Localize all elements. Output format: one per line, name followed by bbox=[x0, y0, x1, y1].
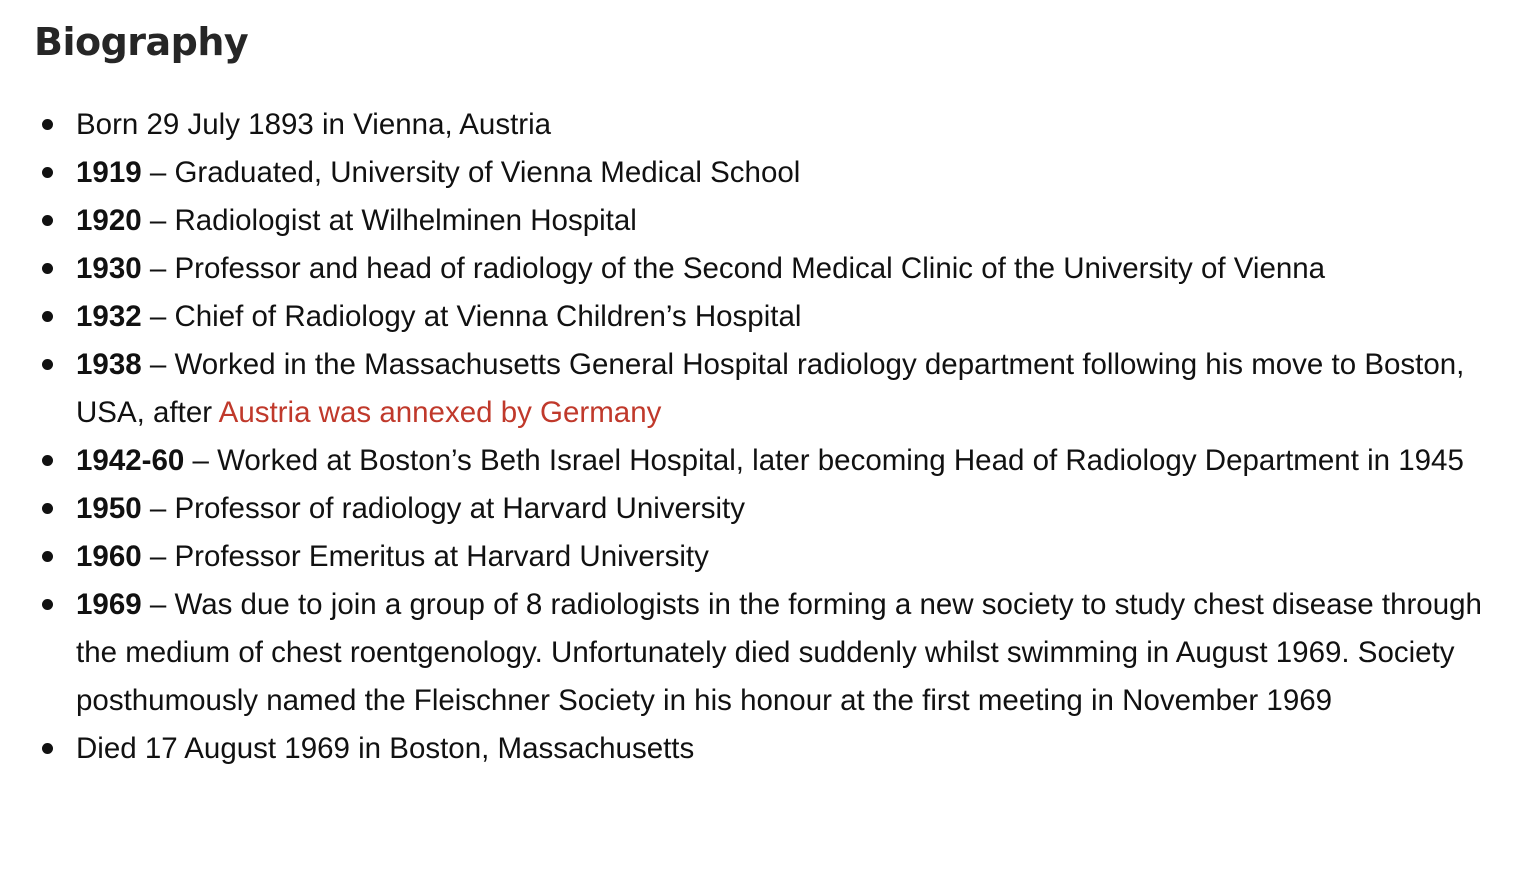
item-text: Was due to join a group of 8 radiologists in the forming a new society to study chest disease through the medium of chest roentgenology. Unfortunately died suddenly whilst swimming in August 1969. Society posthumously named the Fleischner Society in his honour at the first meeting in November 1969 bbox=[76, 588, 1482, 717]
bullet-icon bbox=[42, 311, 53, 322]
item-year: 1932 bbox=[76, 300, 142, 333]
item-year: 1950 bbox=[76, 492, 142, 525]
bullet-icon bbox=[42, 167, 53, 178]
dash-separator: – bbox=[141, 300, 175, 333]
item-year: 1920 bbox=[76, 204, 142, 237]
dash-separator: – bbox=[141, 492, 175, 525]
list-item bbox=[34, 581, 1514, 725]
list-item bbox=[34, 533, 1514, 581]
list-item bbox=[34, 101, 1514, 149]
bullet-icon bbox=[42, 119, 53, 130]
item-year: 1919 bbox=[76, 156, 142, 189]
annexation-link[interactable]: Austria was annexed by Germany bbox=[218, 396, 662, 429]
bullet-icon bbox=[42, 743, 53, 754]
dash-separator: – bbox=[141, 252, 175, 285]
item-year: 1960 bbox=[76, 540, 142, 573]
dash-separator: – bbox=[141, 540, 175, 573]
item-year: 1938 bbox=[76, 348, 142, 381]
item-year: 1930 bbox=[76, 252, 142, 285]
item-text: Radiologist at Wilhelminen Hospital bbox=[174, 204, 637, 237]
bullet-icon bbox=[42, 599, 53, 610]
list-item bbox=[34, 725, 1514, 773]
item-text: Chief of Radiology at Vienna Children’s Hospital bbox=[174, 300, 802, 333]
item-text: Professor and head of radiology of the Second Medical Clinic of the University of Vienna bbox=[174, 252, 1326, 285]
dash-separator: – bbox=[141, 204, 175, 237]
list-item bbox=[34, 485, 1514, 533]
item-text: Worked at Boston’s Beth Israel Hospital, later becoming Head of Radiology Department in 1945 bbox=[217, 444, 1464, 477]
bullet-icon bbox=[42, 455, 53, 466]
dash-separator: – bbox=[141, 156, 175, 189]
dash-separator: – bbox=[141, 348, 175, 381]
item-text: Professor Emeritus at Harvard University bbox=[174, 540, 709, 573]
item-text: Professor of radiology at Harvard University bbox=[174, 492, 746, 525]
list-item bbox=[34, 245, 1514, 293]
biography-list bbox=[34, 101, 1514, 773]
item-text: Died 17 August 1969 in Boston, Massachusetts bbox=[76, 732, 695, 765]
item-text: Worked in the Massachusetts General Hospital radiology department following his move to Boston, USA, after bbox=[76, 348, 1465, 429]
bullet-icon bbox=[42, 263, 53, 274]
bullet-icon bbox=[42, 359, 53, 370]
list-item bbox=[34, 341, 1514, 437]
list-item bbox=[34, 149, 1514, 197]
dash-separator: – bbox=[184, 444, 218, 477]
bullet-icon bbox=[42, 215, 53, 226]
item-text: Graduated, University of Vienna Medical School bbox=[174, 156, 801, 189]
item-year: 1942-60 bbox=[76, 444, 185, 477]
dash-separator: – bbox=[141, 588, 175, 621]
item-text: Born 29 July 1893 in Vienna, Austria bbox=[76, 108, 552, 141]
list-item bbox=[34, 293, 1514, 341]
bullet-icon bbox=[42, 503, 53, 514]
item-year: 1969 bbox=[76, 588, 142, 621]
biography-section bbox=[34, 0, 1514, 773]
bullet-icon bbox=[42, 551, 53, 562]
list-item bbox=[34, 197, 1514, 245]
list-item bbox=[34, 437, 1514, 485]
section-heading: Biography bbox=[34, 20, 249, 64]
